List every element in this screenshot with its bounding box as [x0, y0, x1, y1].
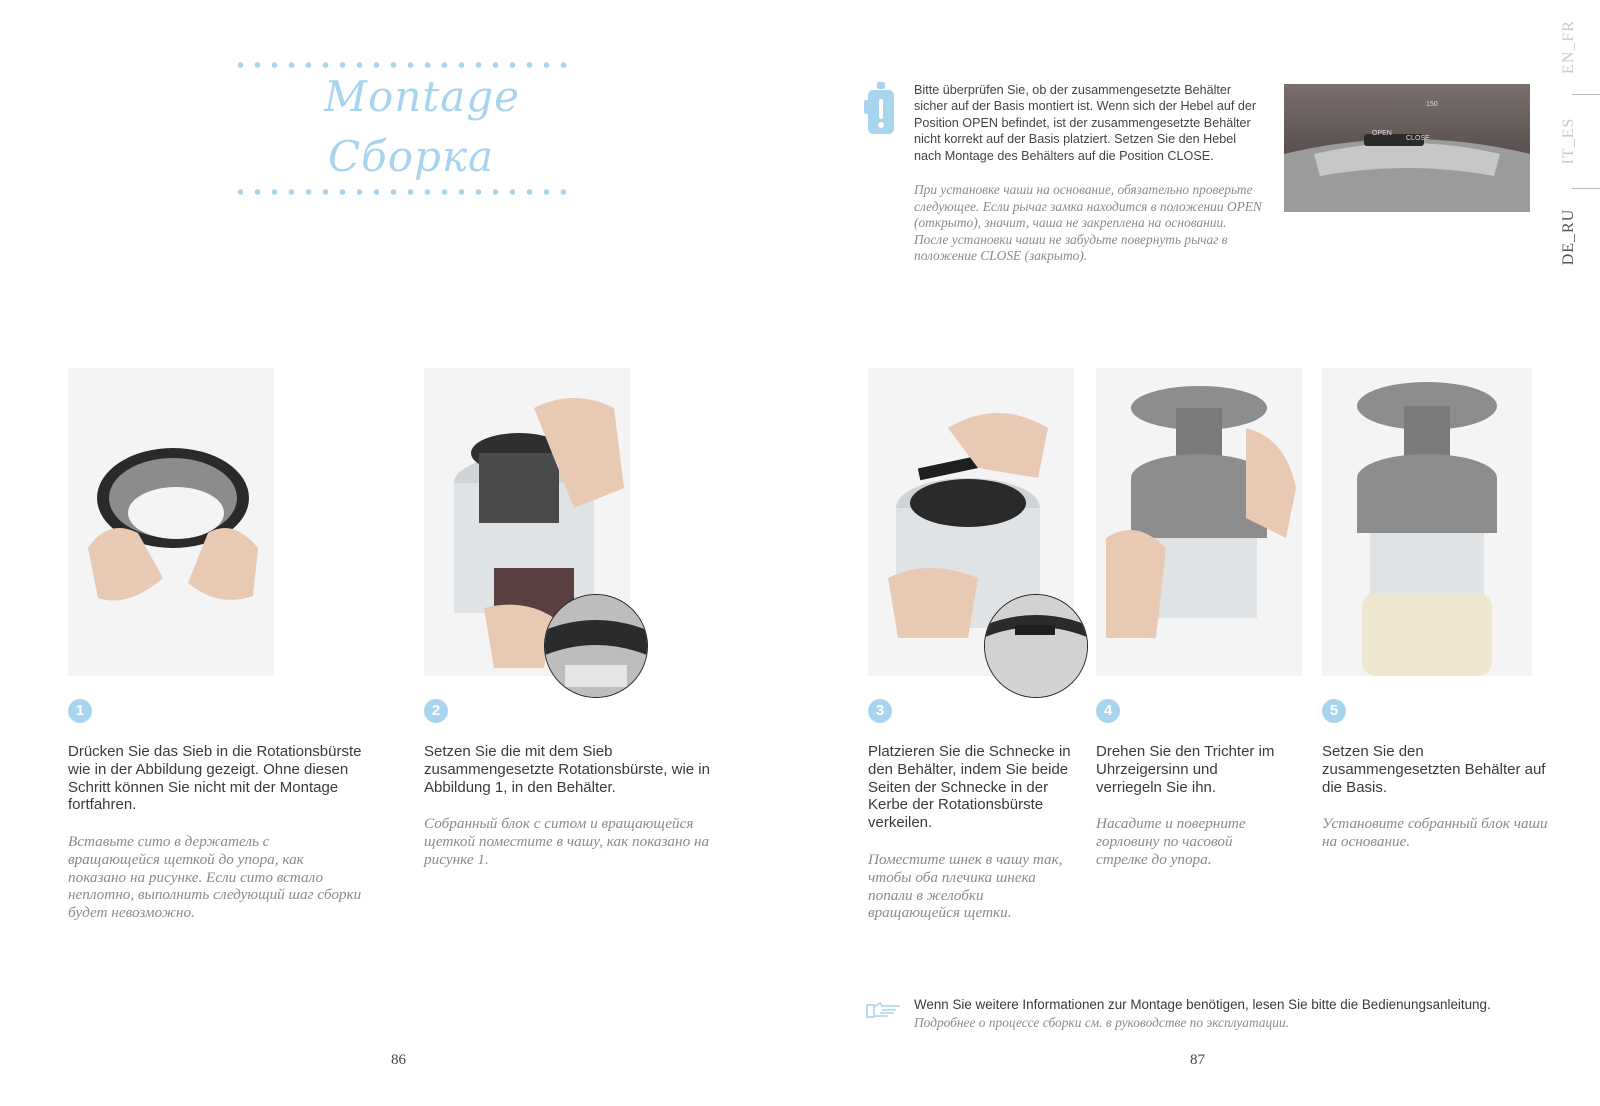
- step-4-text-de: Drehen Sie den Trichter im Uhrzeigersinn und verriegeln Sie ihn.: [1096, 743, 1275, 796]
- lock-lever-photo: [1284, 84, 1530, 212]
- step-1-text-de: Drücken Sie das Sieb in die Rotationsbürste wie in der Abbildung gezeigt. Ohne diesen Schritt können Sie nicht mit der Montage fortfahren.: [68, 743, 362, 814]
- page-number-right: 87: [1190, 1052, 1205, 1068]
- photo-label-close: CLOSE: [1406, 135, 1430, 142]
- step-5-photo: [1322, 368, 1532, 676]
- lang-separator: [1572, 94, 1600, 95]
- lang-tab-it-es[interactable]: IT_ES: [1560, 117, 1577, 165]
- step-4-badge: 4: [1096, 699, 1120, 723]
- title-dots-top: [232, 61, 572, 69]
- title-ru: Сборка: [328, 132, 495, 181]
- step-2-text-de: Setzen Sie die mit dem Sieb zusammengesetzte Rotationsbürste, wie in Abbildung 1, in den Behälter.: [424, 743, 710, 796]
- footer-note-de: Wenn Sie weitere Informationen zur Montage benötigen, lesen Sie bitte die Bedienungsanleitung.: [914, 997, 1491, 1012]
- step-5-badge: 5: [1322, 699, 1346, 723]
- step-5-text-ru: Установите собранный блок чаши на основание.: [1322, 815, 1548, 850]
- photo-label-mark: 150: [1426, 101, 1438, 108]
- step-1-photo: [68, 368, 274, 676]
- step-2-badge: 2: [424, 699, 448, 723]
- step-1-badge: 1: [68, 699, 92, 723]
- step-2-zoom-detail: [544, 594, 648, 698]
- title-dots-bottom: [232, 188, 572, 196]
- step-4-text-ru: Насадите и поверните горловину по часовой стрелке до упора.: [1096, 815, 1246, 868]
- lang-separator: [1572, 188, 1600, 189]
- warning-text-ru: При установке чаши на основание, обязательно проверьте следующее. Если рычаг замка находится в положении OPEN (открыто), значит, чаша не закреплена на основании. После установки чаши не забудьте повернуть рычаг в положение CLOSE (закрыто).: [914, 182, 1262, 264]
- photo-label-open: OPEN: [1372, 130, 1392, 137]
- warning-text-de: Bitte überprüfen Sie, ob der zusammengesetzte Behälter sicher auf der Basis montiert ist. Wenn sich der Hebel auf der Position OPEN befindet, ist der zusammengesetzte Behälter nicht korrekt auf der Basis platziert. Setzen Sie den Hebel nach Montage des Behälters auf die Position CLOSE.: [914, 83, 1257, 163]
- step-5-text-de: Setzen Sie den zusammengesetzten Behälter auf die Basis.: [1322, 743, 1546, 796]
- lang-tab-en-fr[interactable]: EN_FR: [1560, 20, 1577, 74]
- lang-tab-de-ru[interactable]: DE_RU: [1560, 208, 1577, 266]
- step-3-text-de: Platzieren Sie die Schnecke in den Behälter, indem Sie beide Seiten der Schnecke in der Kerbe der Rotationsbürste verkeilen.: [868, 743, 1071, 832]
- step-3-badge: 3: [868, 699, 892, 723]
- step-3-text-ru: Поместите шнек в чашу так, чтобы оба плечика шнека попали в желобки вращающейся щетки.: [868, 851, 1063, 922]
- step-2-text-ru: Собранный блок с ситом и вращающейся щеткой поместите в чашу, как показано на рисунке 1.: [424, 815, 710, 868]
- footer-note-ru: Подробнее о процессе сборки см. в руководстве по эксплуатации.: [914, 1015, 1289, 1030]
- juicer-warning-icon: [864, 82, 898, 138]
- step-3-zoom-detail: [984, 594, 1088, 698]
- page-number-left: 86: [391, 1052, 406, 1068]
- step-4-photo: [1096, 368, 1302, 676]
- pointing-hand-icon: [866, 1000, 902, 1020]
- title-de: Montage: [324, 72, 520, 121]
- step-1-text-ru: Вставьте сито в держатель с вращающейся щеткой до упора, как показано на рисунке. Если сито встало неплотно, выполнить следующий шаг сборки будет невозможно.: [68, 833, 362, 922]
